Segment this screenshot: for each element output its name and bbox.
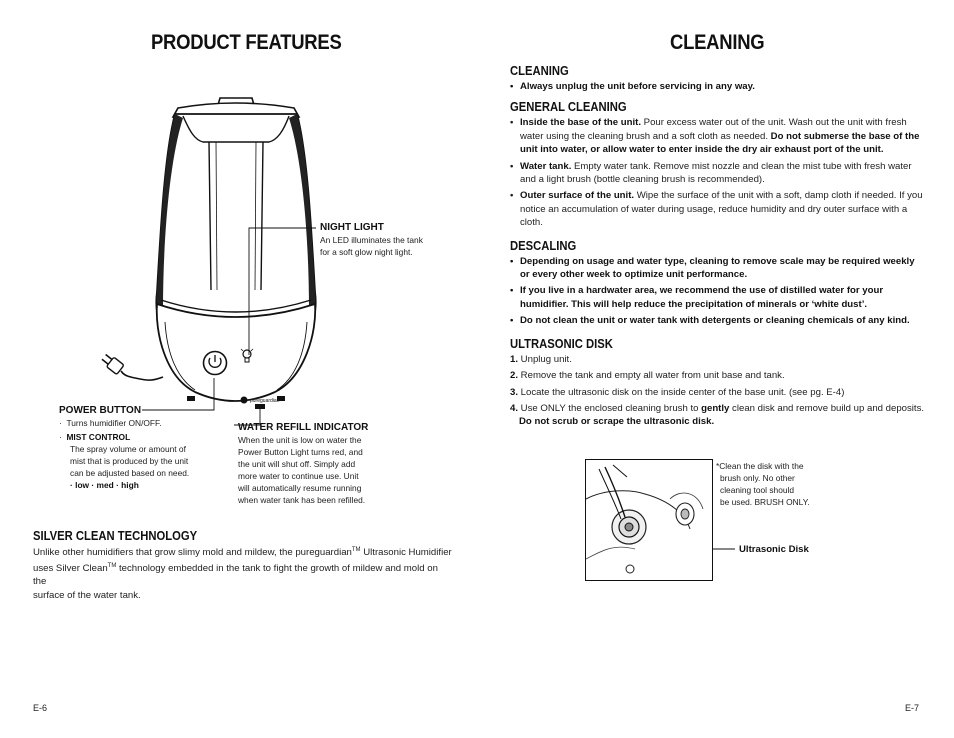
left-page-title: PRODUCT FEATURES xyxy=(151,31,342,54)
right-page-number: E-7 xyxy=(905,703,920,713)
ultrasonic-disk-label: Ultrasonic Disk xyxy=(739,544,809,555)
ultrasonic-step-4: 4. Use ONLY the enclosed cleaning brush to gently clean disk and remove build up and deposits. xyxy=(510,402,925,414)
left-page-number: E-6 xyxy=(33,703,48,713)
general-bullet-base: • Inside the base of the unit. Pour excess water out of the unit. Wash out the unit with fresh water using the cleaning brush and a soft cloth as needed. Do not submerse the base of the unit into water, or allow water to enter inside the dry air exhaust port of the unit. xyxy=(510,116,925,156)
ultrasonic-step-2: 2. Remove the tank and empty all water from unit base and tank. xyxy=(510,370,785,382)
descaling-bullet-2: • If you live in a hardwater area, we recommend the use of distilled water for your humidifier. This will help reduce the precipitation of minerals or ‘white dust’. xyxy=(510,284,925,311)
mist-control-label: MIST CONTROL xyxy=(66,432,131,442)
silver-clean-heading: SILVER CLEAN TECHNOLOGY xyxy=(33,529,198,543)
descaling-heading: DESCALING xyxy=(510,238,577,253)
ultrasonic-disk-photo xyxy=(585,459,713,581)
ultrasonic-warning: Do not scrub or scrape the ultrasonic disk. xyxy=(519,416,715,428)
general-cleaning-heading: GENERAL CLEANING xyxy=(510,100,627,115)
night-light-desc: An LED illuminates the tank for a soft glow night light. xyxy=(320,235,423,257)
unit-brand-logo: pureguardian xyxy=(250,398,280,404)
power-button-desc: · Turns humidifier ON/OFF. · MIST CONTROL The spray volume or amount of mist that is produced by the unit can be adjusted based on need. · low · med · high xyxy=(59,417,204,491)
ultrasonic-step-3: 3. Locate the ultrasonic disk on the inside center of the base unit. (see pg. E-4) xyxy=(510,386,845,398)
right-page-title: CLEANING xyxy=(670,31,765,54)
water-refill-desc: When the unit is low on water the Power Button Light turns red, and the unit will shut off. Simply add more water to continue use. Unit will automatically resume running when water tank has been refilled. xyxy=(238,435,366,505)
power-button-label: POWER BUTTON xyxy=(59,405,142,416)
disk-note: *Clean the disk with the brush only. No other cleaning tool should be used. BRUSH ONLY. xyxy=(716,461,810,507)
general-bullet-tank: • Water tank. Empty water tank. Remove mist nozzle and clean the mist tube with fresh water and a light brush (bottle cleaning brush is recommended). xyxy=(510,160,925,187)
mist-settings: · low · med · high xyxy=(70,480,139,490)
cleaning-bullet: • Always unplug the unit before servicing in any way. xyxy=(510,80,925,93)
ultrasonic-disk-heading: ULTRASONIC DISK xyxy=(510,336,613,351)
descaling-bullet-1: • Depending on usage and water type, cleaning to remove scale may be required weekly or every other week to optimize unit performance. xyxy=(510,255,925,282)
cleaning-heading: CLEANING xyxy=(510,64,569,78)
general-bullet-outer: • Outer surface of the unit. Wipe the surface of the unit with a soft, damp cloth if needed. If you notice an accumulation of water during usage, reduce humidity and dry outer surface with a cloth. xyxy=(510,189,925,229)
descaling-bullet-3: • Do not clean the unit or water tank with detergents or cleaning chemicals of any kind. xyxy=(510,314,925,327)
cleaning-content xyxy=(510,64,925,429)
water-refill-label: WATER REFILL INDICATOR xyxy=(238,422,369,433)
silver-clean-text: Unlike other humidifiers that grow slimy mold and mildew, the pureguardian™ Ultrasonic Humidifier uses Silver Clean™ technology embedded in the tank to fight the growth of mildew and mold on the surface of the water tank. xyxy=(33,547,452,601)
night-light-label: NIGHT LIGHT xyxy=(320,222,384,233)
ultrasonic-step-1: 1. Unplug unit. xyxy=(510,353,572,365)
